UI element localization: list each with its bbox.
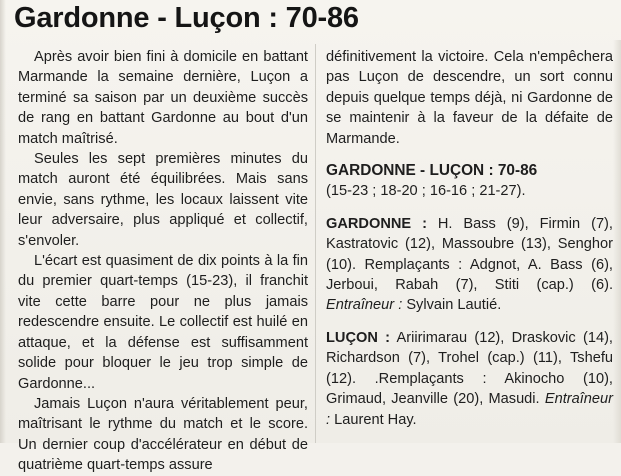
page-shadow-right	[613, 40, 621, 443]
team-lucon-coach-label: Entraîneur :	[326, 391, 613, 428]
spacer	[326, 316, 613, 328]
team-lucon-coach: Laurent Hay.	[334, 411, 417, 428]
article-paragraph-2: Seules les sept premières minutes du match auront été équilibrées. Mais sans envie, sans rythme, les locaux laissent vite leur adversaire, plus appliqué et collectif, s'envoler.	[18, 151, 308, 249]
column-divider	[315, 44, 316, 443]
team-lucon-name: LUÇON :	[326, 329, 391, 346]
team-lucon-players: Ariirimarau (12), Draskovic (14), Richardson (7), Trohel (cap.) (11), Tshefu (12). .Remplaçants : Akinocho (10), Grimaud, Jeanville (20), Masudi.	[326, 329, 613, 408]
team-gardonne-coach-label: Entraîneur :	[326, 297, 403, 314]
article-headline: Gardonne - Luçon : 70-86	[14, 2, 359, 34]
box-score-quarters: (15-23 ; 18-20 ; 16-16 ; 21-27).	[326, 183, 526, 200]
article-paragraph-4: Jamais Luçon n'aura véritablement peur, maîtrisant le rythme du match et le score. Un dernier coup d'accélérateur en début de quatrième quart-temps assure	[18, 395, 308, 474]
box-score-title: GARDONNE - LUÇON : 70-86	[326, 162, 538, 180]
team-gardonne-lineup	[326, 214, 613, 316]
article-paragraph-continued: définitivement la victoire. Cela n'empêchera pas Luçon de descendre, un sort connu depuis quelque temps déjà, ni Gardonne de se maintenir à la faveur de la défaite de Marmande.	[326, 49, 613, 147]
article-paragraph-3: L'écart est quasiment de dix points à la fin du premier quart-temps (15-23), il franchit vite cette barre pour ne plus jamais redescendre ensuite. Le collectif est huilé en attaque, et la défense est suffisamment solide pour bloquer le jeu trop simple de Gardonne...	[18, 253, 308, 392]
article-paragraph-1: Après avoir bien fini à domicile en battant Marmande la semaine dernière, Luçon a terminé sa saison par un deuxième succès de rang en battant Gardonne au bout d'un match maîtrisé.	[18, 49, 308, 147]
article-left-column	[18, 47, 308, 476]
spacer	[326, 149, 613, 161]
page-shadow-left	[0, 0, 6, 443]
team-gardonne-coach: Sylvain Lautié.	[406, 297, 502, 314]
article-right-column	[326, 47, 613, 430]
spacer	[326, 202, 613, 214]
team-gardonne-name: GARDONNE :	[326, 215, 427, 232]
team-gardonne-players: H. Bass (9), Firmin (7), Kastratovic (12), Massoubre (13), Senghor (10). Remplaçants : Adgnot, A. Bass (6), Jerboui, Rabah (7), Stiti (cap.) (6).	[326, 215, 613, 294]
team-lucon-lineup	[326, 328, 613, 430]
